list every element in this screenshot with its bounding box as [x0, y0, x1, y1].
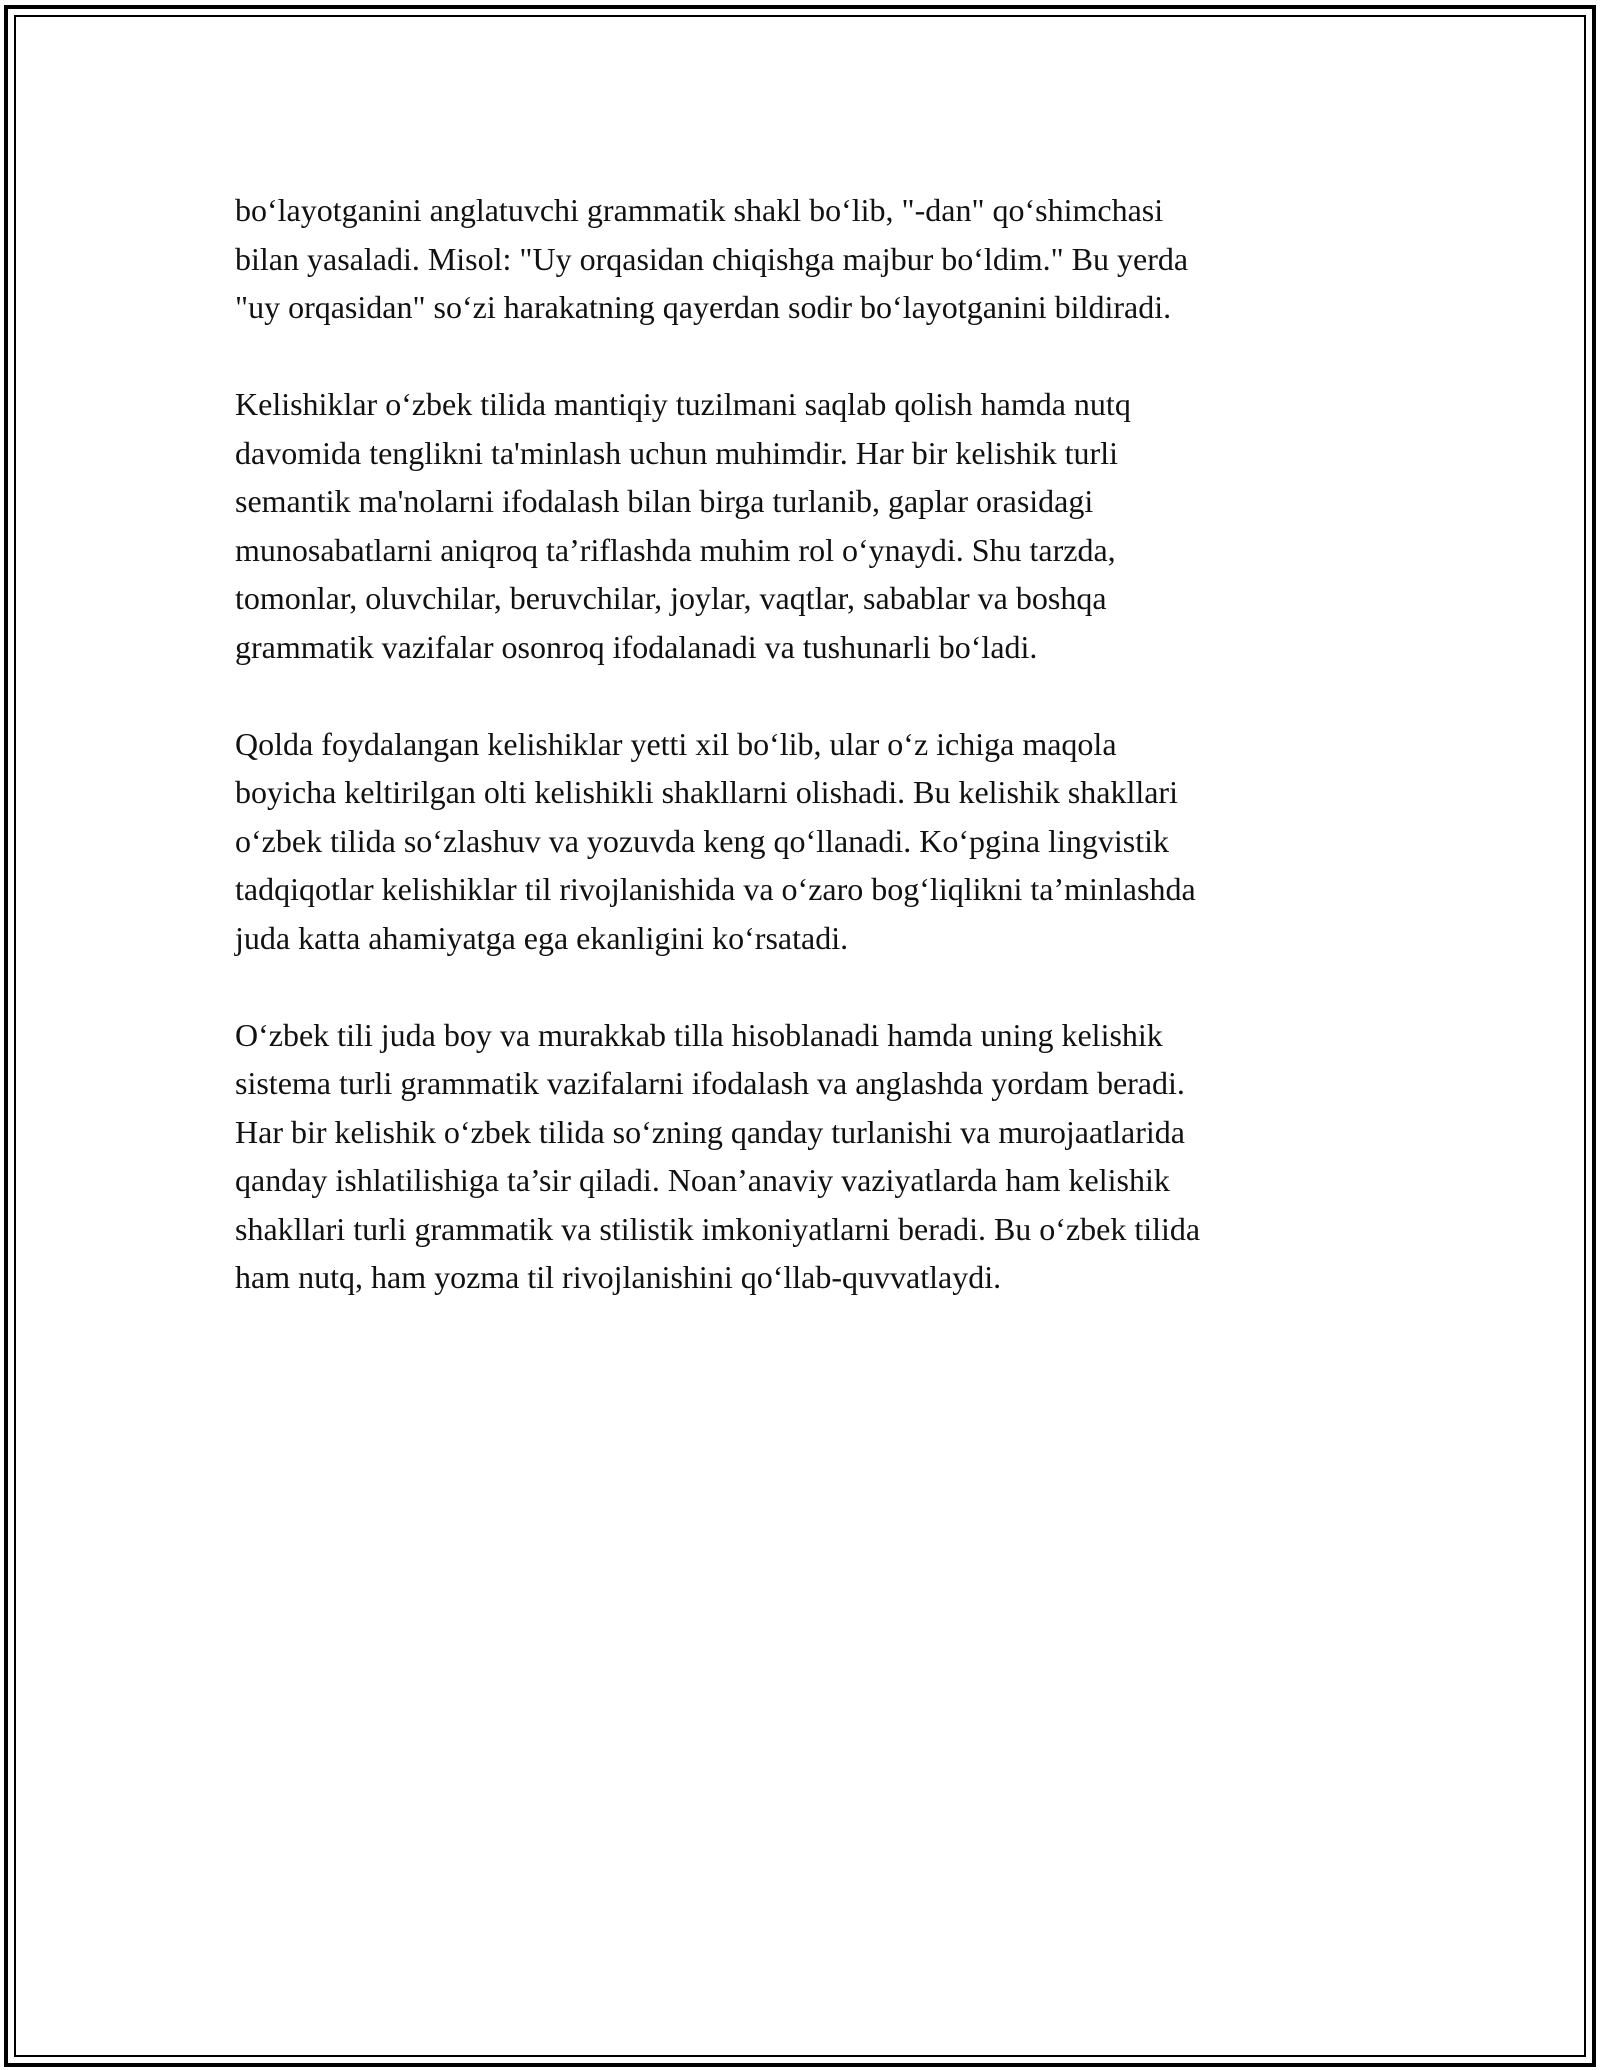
text-line: munosabatlarni aniqroq ta’riflashda muhim rol o‘ynaydi. Shu tarzda,: [235, 531, 1116, 568]
text-line: bilan yasaladi. Misol: "Uy orqasidan chiqishga majbur bo‘ldim." Bu yerda: [235, 240, 1189, 277]
text-line: sistema turli grammatik vazifalarni ifodalash va anglashda yordam beradi.: [235, 1065, 1185, 1101]
text-line: boyicha keltirilgan olti kelishikli shakllarni olishadi. Bu kelishik shakllari: [235, 774, 1178, 810]
text-line: shakllari turli grammatik va stilistik imkoniyatlarni beradi. Bu o‘zbek tilida: [235, 1210, 1201, 1247]
text-line: Qolda foydalangan kelishiklar yetti xil bo‘lib, ular o‘z ichiga maqola: [235, 725, 1117, 762]
text-line: qanday ishlatilishiga ta’sir qiladi. Noan’anaviy vaziyatlarda ham kelishik: [235, 1162, 1170, 1198]
text-line: O‘zbek tili juda boy va murakkab tilla hisoblanadi hamda uning kelishik: [235, 1016, 1163, 1053]
paragraph-4: [235, 1011, 1365, 1302]
text-line: juda katta ahamiyatga ega ekanligini ko‘rsatadi.: [235, 919, 849, 956]
text-line: semantik ma'nolarni ifodalash bilan birga turlanib, gaplar orasidagi: [235, 483, 1094, 519]
text-line: davomida tenglikni ta'minlash uchun muhimdir. Har bir kelishik turli: [235, 434, 1118, 471]
paragraph-1: [235, 186, 1365, 332]
paragraph-2: [235, 380, 1365, 671]
text-line: ham nutq, ham yozma til rivojlanishini qo‘llab-quvvatlaydi.: [235, 1259, 1002, 1295]
text-line: "uy orqasidan" so‘zi harakatning qayerdan sodir bo‘layotganini bildiradi.: [235, 289, 1172, 325]
text-line: Har bir kelishik o‘zbek tilida so‘zning qanday turlanishi va murojaatlarida: [235, 1113, 1185, 1150]
text-line: Kelishiklar o‘zbek tilida mantiqiy tuzilmani saqlab qolish hamda nutq: [235, 386, 1131, 422]
text-line: tadqiqotlar kelishiklar til rivojlanishida va o‘zaro bog‘liqlikni ta’minlashda: [235, 871, 1196, 907]
document-body: [235, 186, 1365, 1350]
text-line: grammatik vazifalar osonroq ifodalanadi va tushunarli bo‘ladi.: [235, 628, 1038, 665]
paragraph-3: [235, 720, 1365, 963]
text-line: tomonlar, oluvchilar, beruvchilar, joylar, vaqtlar, sabablar va boshqa: [235, 580, 1107, 616]
text-line: bo‘layotganini anglatuvchi grammatik shakl bo‘lib, "-dan" qo‘shimchasi: [235, 192, 1164, 228]
text-line: o‘zbek tilida so‘zlashuv va yozuvda keng qo‘llanadi. Ko‘pgina lingvistik: [235, 822, 1169, 859]
